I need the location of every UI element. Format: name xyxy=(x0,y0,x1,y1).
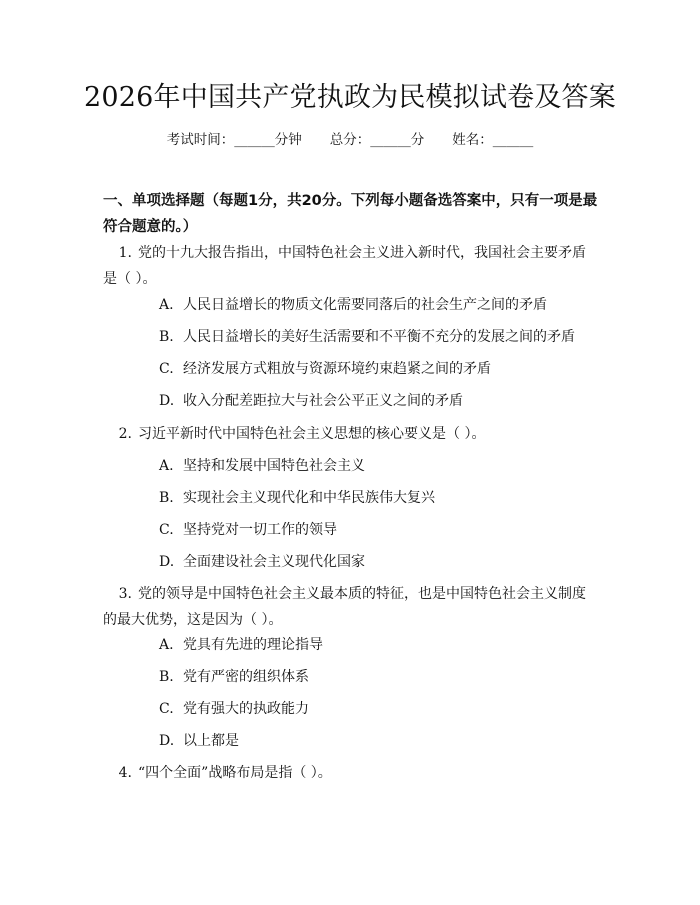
question-number: 3. xyxy=(118,586,132,602)
option-letter: B. xyxy=(159,669,174,685)
question-text: 党的领导是中国特色社会主义最本质的特征，也是中国特色社会主义制度的最大优势，这是因为（ ）。 xyxy=(103,586,586,628)
option-letter: A. xyxy=(159,637,174,653)
question-4 xyxy=(103,760,598,786)
option-text: 收入分配差距拉大与社会公平正义之间的矛盾 xyxy=(183,393,463,409)
exam-info-line xyxy=(0,130,700,150)
exam-time-field: 考试时间：______分钟 xyxy=(166,132,302,148)
option-text: 党有强大的执政能力 xyxy=(183,701,309,717)
question-1-option-b xyxy=(159,324,599,350)
option-text: 人民日益增长的物质文化需要同落后的社会生产之间的矛盾 xyxy=(183,297,547,313)
question-number: 4. xyxy=(118,765,132,781)
question-2-option-d xyxy=(159,549,599,575)
question-2-option-a xyxy=(159,453,599,479)
option-letter: B. xyxy=(159,329,174,345)
question-text: “四个全面”战略布局是指（ ）。 xyxy=(138,765,332,781)
question-1-option-c xyxy=(159,356,599,382)
option-letter: D. xyxy=(159,554,175,570)
question-3-option-d xyxy=(159,728,599,754)
question-1-option-a xyxy=(159,292,599,318)
option-text: 经济发展方式粗放与资源环境约束趋紧之间的矛盾 xyxy=(183,361,491,377)
question-2-option-b xyxy=(159,485,599,511)
total-score-field: 总分：______分 xyxy=(329,132,425,148)
option-letter: B. xyxy=(159,490,174,506)
option-letter: C. xyxy=(159,522,174,538)
option-letter: A. xyxy=(159,297,174,313)
question-2 xyxy=(103,421,598,447)
option-letter: A. xyxy=(159,458,174,474)
section-header-single-choice: 一、单项选择题（每题1分，共20分。下列每小题备选答案中，只有一项是最符合题意的。） xyxy=(103,193,598,235)
option-letter: D. xyxy=(159,733,175,749)
question-text: 习近平新时代中国特色社会主义思想的核心要义是（ ）。 xyxy=(138,426,486,442)
question-number: 2. xyxy=(118,426,132,442)
question-3-option-c xyxy=(159,696,599,722)
option-text: 以上都是 xyxy=(183,733,239,749)
option-text: 党有严密的组织体系 xyxy=(183,669,309,685)
option-text: 人民日益增长的美好生活需要和不平衡不充分的发展之间的矛盾 xyxy=(183,329,575,345)
option-text: 实现社会主义现代化和中华民族伟大复兴 xyxy=(183,490,435,506)
question-text: 党的十九大报告指出，中国特色社会主义进入新时代，我国社会主要矛盾是（ ）。 xyxy=(103,245,586,287)
question-3 xyxy=(103,581,598,633)
question-number: 1. xyxy=(118,245,132,261)
question-1 xyxy=(103,240,598,292)
question-1-option-d xyxy=(159,388,599,414)
option-text: 全面建设社会主义现代化国家 xyxy=(183,554,365,570)
option-letter: D. xyxy=(159,393,175,409)
question-2-option-c xyxy=(159,517,599,543)
option-letter: C. xyxy=(159,361,174,377)
student-name-field: 姓名：______ xyxy=(452,132,534,148)
question-3-option-a xyxy=(159,632,599,658)
option-text: 党具有先进的理论指导 xyxy=(183,637,323,653)
page-title: 2026年中国共产党执政为民模拟试卷及答案 xyxy=(84,82,616,113)
option-text: 坚持和发展中国特色社会主义 xyxy=(183,458,365,474)
option-letter: C. xyxy=(159,701,174,717)
option-text: 坚持党对一切工作的领导 xyxy=(183,522,337,538)
question-3-option-b xyxy=(159,664,599,690)
